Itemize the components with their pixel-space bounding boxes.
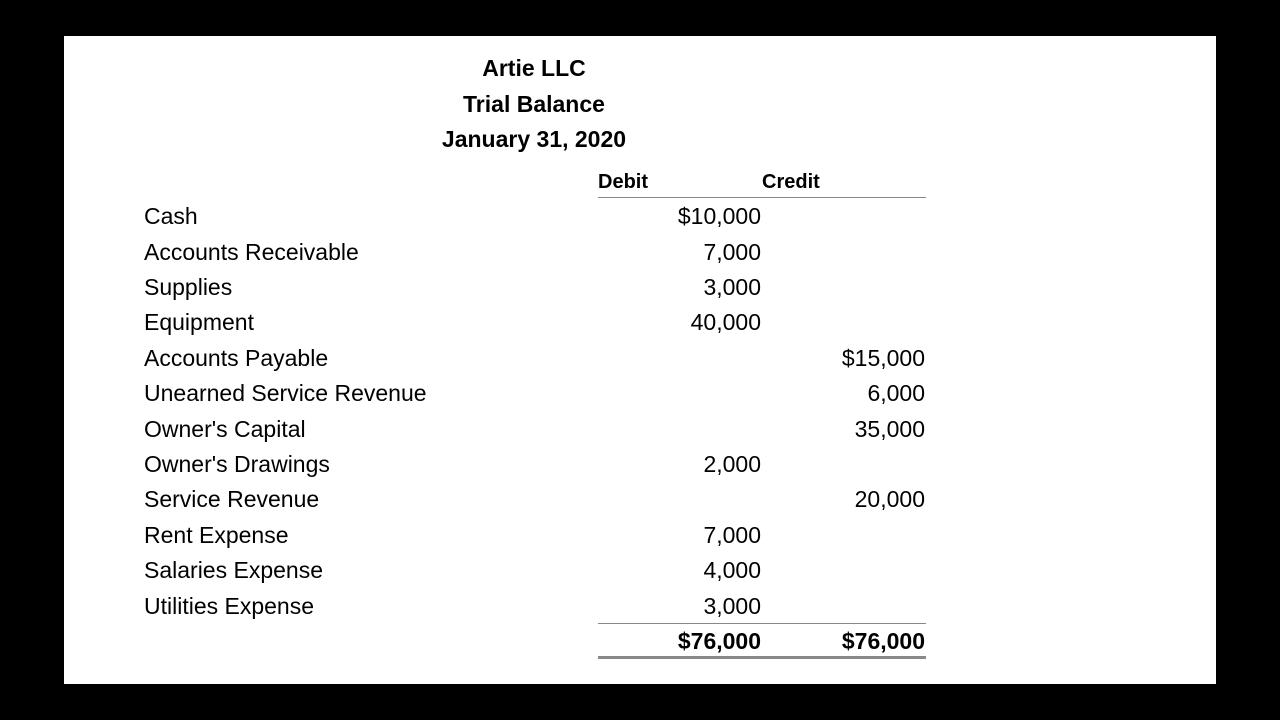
table-row [64,200,1216,235]
account-name: Utilities Expense [144,593,315,619]
credit-column-header: Credit [762,171,820,193]
debit-amount: 3,000 [703,274,761,300]
totals-row [64,625,1216,660]
account-name: Supplies [144,274,233,300]
table-row [64,342,1216,377]
total-rule [598,623,926,624]
account-name: Accounts Receivable [144,239,359,265]
table-row [64,236,1216,271]
account-name: Accounts Payable [144,345,329,371]
account-name: Service Revenue [144,486,320,512]
table-row [64,271,1216,306]
table-row [64,377,1216,412]
debit-amount: 2,000 [703,451,761,477]
account-name: Owner's Capital [144,416,306,442]
account-name: Rent Expense [144,522,289,548]
credit-amount: $15,000 [841,345,925,371]
debit-amount: 40,000 [690,309,761,335]
header-underline [598,197,926,198]
total-debit: $76,000 [677,628,761,654]
table-row [64,448,1216,483]
trial-balance-slide [64,36,1216,684]
table-row [64,483,1216,518]
debit-column-header: Debit [598,171,648,193]
report-title: Trial Balance [463,91,605,117]
table-row [64,413,1216,448]
table-row [64,306,1216,341]
debit-amount: 4,000 [703,557,761,583]
account-name: Equipment [144,309,254,335]
table-row [64,519,1216,554]
report-date: January 31, 2020 [441,126,627,152]
debit-amount: 7,000 [703,239,761,265]
credit-amount: 20,000 [854,486,925,512]
account-name: Unearned Service Revenue [144,380,427,406]
debit-amount: 3,000 [703,593,761,619]
double-underline [598,656,926,659]
debit-amount: 7,000 [703,522,761,548]
account-name: Cash [144,203,198,229]
company-name: Artie LLC [482,55,586,81]
table-row [64,554,1216,589]
account-name: Salaries Expense [144,557,323,583]
table-row [64,590,1216,625]
credit-amount: 6,000 [867,380,925,406]
total-credit: $76,000 [841,628,925,654]
account-name: Owner's Drawings [144,451,330,477]
credit-amount: 35,000 [854,416,925,442]
debit-amount: $10,000 [677,203,761,229]
